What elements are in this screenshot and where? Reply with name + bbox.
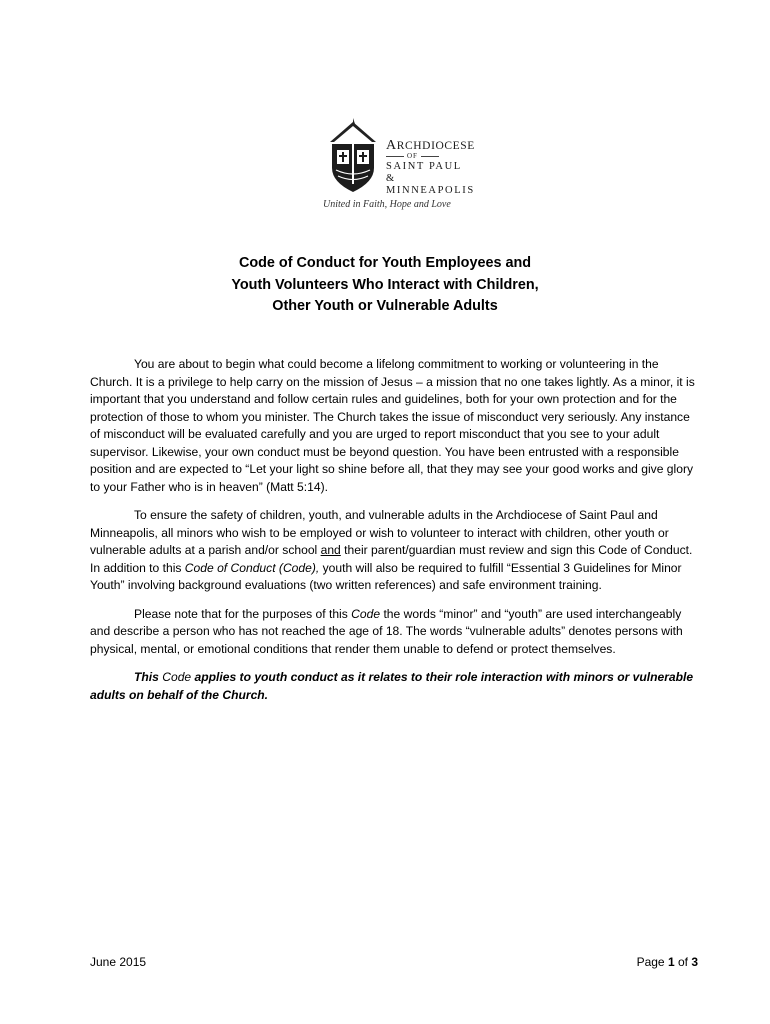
code-of-conduct-italic: Code of Conduct (Code), (184, 560, 320, 575)
logo-tagline: United in Faith, Hope and Love (323, 199, 451, 210)
logo-line1-rest: RCHDIOCESE (396, 140, 475, 152)
logo-line1-initial: A (386, 138, 397, 153)
title-line-1: Code of Conduct for Youth Employees and (238, 255, 532, 271)
title-line-2: Youth Volunteers Who Interact with Children, (231, 276, 539, 293)
paragraph-definitions-part2: the words “minor” and “youth” are used interchangeably and describe a person who has not reached the age of 18. The words “vulnerable adults” denotes persons with physical, mental, or emotional conditions that render them unable to defend or protect themselves. (90, 606, 683, 656)
paragraph-intro: You are about to begin what could become a lifelong commitment to working or volunteering in the Church. It is a privilege to help carry on the mission of Jesus – a mission that no one takes lightly. As a minor, it is important that you understand and follow certain rules and guidelines, both for your own protection and for the protection of those to whom you minister. The Church takes the issue of misconduct very seriously. Any instance of misconduct will be evaluated carefully and you are urged to report misconduct that you see to your adult supervisor. Likewise, your own conduct must be beyond question. You have been entrusted with a responsible position and are expected to “Let your light so shine before all, that they may see your good works and give glory to your Father who is in heaven” (Matt 5:14). (90, 357, 695, 494)
page-of: of (674, 955, 692, 969)
document-body (90, 356, 700, 715)
paragraph-safety (90, 507, 700, 595)
document-title (0, 253, 770, 318)
page-label: Page (636, 955, 668, 969)
page-total: 3 (691, 955, 698, 969)
footer-date: June 2015 (90, 955, 147, 969)
page-current: 1 (667, 955, 675, 969)
paragraph-safety-part1: To ensure the safety of children, youth, and vulnerable adults in the Archdiocese of Saint Paul and Minneapolis, all minors who wish to be employed or wish to volunteer to interact with children, other youth or vulnerable adults at a parish and/or school (90, 508, 669, 557)
logo-line4: MINNEAPOLIS (386, 185, 475, 196)
logo-line3: SAINT PAUL & (386, 161, 462, 184)
paragraph-scope (90, 669, 700, 704)
logo-line2: OF (407, 152, 418, 160)
logo-wordmark (386, 140, 475, 197)
footer-page-number (637, 955, 698, 969)
code-italic: Code (351, 606, 381, 621)
code-word: Code (162, 670, 192, 684)
paragraph-safety-part3: youth will also be required to fulfill “Essential 3 Guidelines for Minor Youth” involving background evaluations (two written references) and safe environment training. (90, 560, 682, 592)
diocese-shield-icon (324, 116, 382, 196)
title-line-3: Other Youth or Vulnerable Adults (272, 298, 498, 314)
paragraph-definitions (90, 606, 700, 659)
paragraph-scope-part1: This (134, 670, 163, 684)
underlined-and: and (320, 543, 341, 557)
paragraph-scope-part2: applies to youth conduct as it relates to their role interaction with minors or vulnerable adults on behalf of the Church. (90, 670, 694, 702)
paragraph-safety-part2: their parent/guardian must review and sign this Code of Conduct. In addition to this (90, 543, 693, 575)
paragraph-definitions-part1: Please note that for the purposes of this (134, 606, 352, 621)
